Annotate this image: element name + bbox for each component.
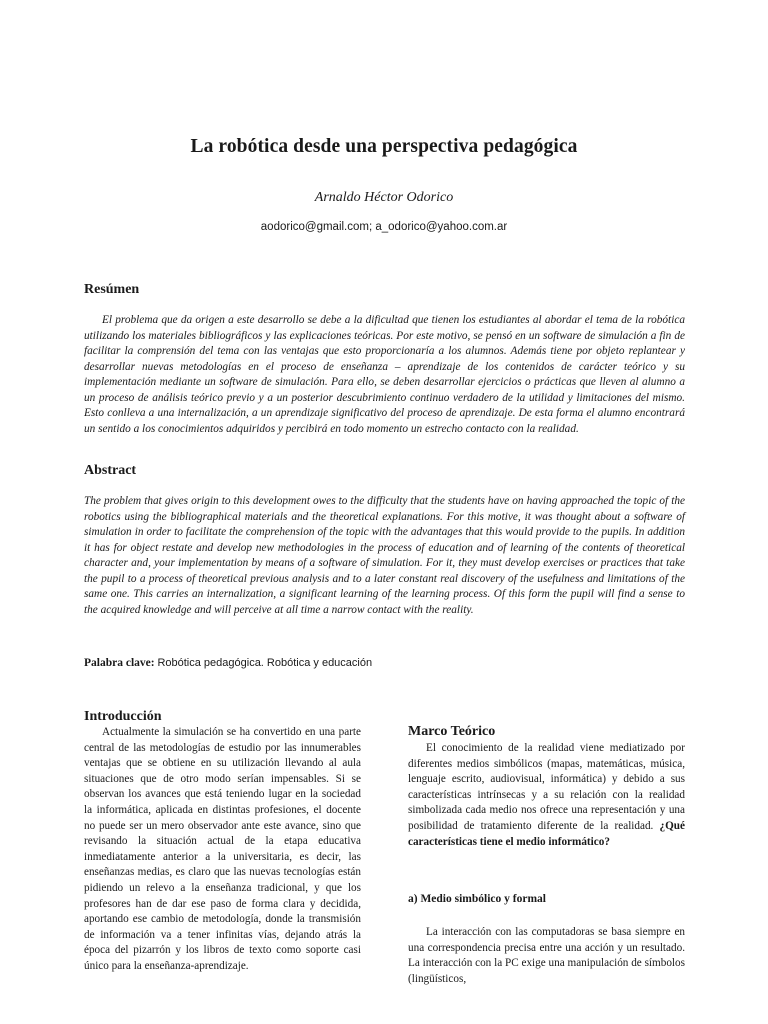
keywords-line (84, 657, 372, 669)
author-emails: aodorico@gmail.com; a_odorico@yahoo.com.ar (260, 221, 508, 233)
medio-simbolico-heading: a) Medio simbólico y formal (408, 893, 546, 905)
marco-question: ¿Qué características tiene el medio informático? (408, 819, 685, 848)
keywords-label: Palabra clave: (84, 657, 155, 669)
resumen-heading: Resúmen (84, 282, 140, 297)
abstract-text: The problem that gives origin to this development owes to the difficulty that the students have on having approached the topic of the robotics using the bibliographical materials and the theoretical explanations. For this motive, it was thought about a software of simulation in order to facilitate the comprehension of the topic with the advantages that this would provide to the pupils. In addition it has for object restate and develop new methodologies in the process of education and of learning of the contents of theoretical character and, your implementation by means of a software of simulation. For it, they must develop exercises or practices that take the pupil to a process of theoretical previous analysis and to a later constant real discovery of the usefulness and limitations of the same one. This carries an internalization, a significant learning of the learning process. Of this form the pupil will find a sense to the acquired knowledge and will perceive at all time a narrow contact with the reality. (84, 495, 685, 616)
medio-simbolico-text: La interacción con las computadoras se basa siempre en una correspondencia precisa entre una acción y un resultado. La interacción con la PC exige una manipulación de símbolos (lingüísticos, (408, 926, 685, 985)
abstract-heading: Abstract (84, 463, 137, 478)
marco-text (408, 741, 685, 850)
marco-body: El conocimiento de la realidad viene mediatizado por diferentes medios simbólicos (mapas, matemáticas, música, lenguaje escrito, audiovisual, informática) y debido a sus características intrínsecas y a su relación con la realidad simbolizada cada medio nos ofrece una representación y una posibilidad de tratamiento diferente de la realidad. (408, 742, 685, 832)
resumen-text: El problema que da origen a este desarrollo se debe a la dificultad que tienen los estudiantes al abordar el tema de la robótica utilizando los materiales bibliográficos y las explicaciones teóricas. Por este motivo, se pensó en un software de simulación a fin de facilitar la comprensión del tema con las ventajas que esto proporcionaría a los alumnos. Además tiene por objeto replantear y desarrollar nuevas metodologías en el proceso de enseñanza – aprendizaje de los contenidos de carácter teórico y su implementación mediante un software de simulación. Para ello, se deben desarrollar ejercicios o prácticas que lleven al alumno a un proceso de análisis teórico previo y a un posterior descubrimiento continuo verdadero de la utilidad y limitaciones del mismo. Esto conlleva a una internalización, a un aprendizaje significativo del proceso de aprendizaje. De esta forma el alumno encontrará un sentido a los conocimientos adquiridos y percibirá en todo momento un estrecho contacto con la realidad. (84, 314, 685, 435)
marco-heading: Marco Teórico (408, 724, 496, 739)
author-name: Arnaldo Héctor Odorico (314, 190, 454, 205)
introduccion-text: Actualmente la simulación se ha convertido en una parte central de las metodologías de estudio por las innumerables ventajas que se obtiene en su utilización llevando al aula situaciones que de otro modo serían impensables. Si se observan los avances que está teniendo lugar en la sociedad la informática, aplicada en distintas profesiones, el docente no puede ser un mero observador ante este avance, sino que revisando la situación actual de la etapa educativa inmediatamente anterior a la universitaria, es decir, las enseñanzas medias, es claro que las nuevas tecnologías están pidiendo un relevo a la enseñanza tradicional, y que los profesores han de dar ese paso de forma clara y decidida, aportando ese cambio de metodología, donde la transmisión de información va a tener infinitas vías, dejando atrás la época del pizarrón y los libros de texto como soporte casi único para la enseñanza-aprendizaje. (84, 726, 361, 972)
page-title: La robótica desde una perspectiva pedagógica (190, 136, 578, 157)
introduccion-heading: Introducción (84, 709, 162, 724)
keywords-text: Robótica pedagógica. Robótica y educación (157, 657, 373, 669)
